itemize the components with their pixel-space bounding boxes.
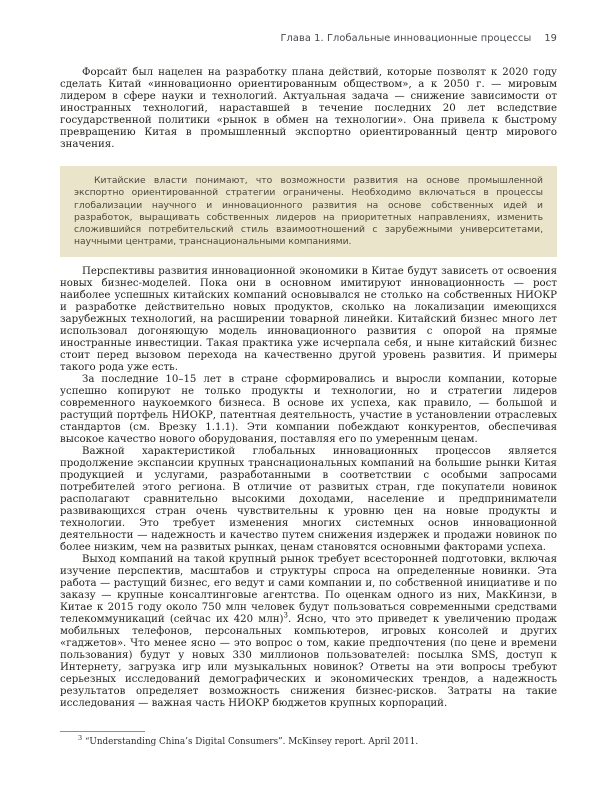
callout-box (60, 166, 557, 257)
footnote-reference-3: 3 (283, 611, 288, 620)
chapter-title: Глава 1. Глобальные инновационные процессы (280, 33, 532, 44)
footnote (60, 734, 557, 748)
footnote-area (60, 731, 557, 748)
running-head (60, 33, 557, 44)
page-number: 19 (544, 33, 557, 44)
footnote-marker: 3 (78, 734, 83, 743)
callout-text: Китайские власти понимают, что возможности развития на основе промышленной экспортно ориентированной стратегии ограничены. Необходимо включаться в процессы глобализации научного и инновационного развития на основе собственных идей и разработок, выращивать собственных лидеров на приоритетных направлениях, изменить сложившийся потребительский стиль взаимоотношений с зарубежными университетами, научными центрами, транснациональными компаниями. (74, 175, 543, 248)
paragraph-market-entry-text: Выход компаний на такой крупный рынок требует всесторонней подготовки, включая изучение перспектив, масштабов и структуры спроса на определенные новинки. Эта работа — растущий бизнес, его ведут и сами компании и, по собственной инициативе и по заказу — крупные консалтинговые агентства. По оценкам одного из них, МакКинзи, в Китае к 2015 году около 750 млн человек будут пользоваться современными средствами телекоммуникаций (сейчас их 420 млн) (60, 553, 557, 625)
paragraph-global-expansion: Важной характеристикой глобальных инновационных процессов является продолжение экспансии крупных транснациональных компаний на большие рынки Китая продукцией и услугами, разработанными в соответствии с особыми запросами потребителей этого региона. В отличие от развитых стран, где покупатели новинок располагают сравнительно высокими доходами, население и предприниматели развивающихся стран очень чувствительны к уровню цен на новые продукты и технологии. Это требует изменения многих системных основ инновационной деятельности — надежность и качество путем снижения издержек и продажи новинок по более низким, чем на развитых рынках, ценам становятся основными факторами успеха. (60, 445, 557, 553)
paragraph-market-entry-continuation: . Ясно, что это приведет к увеличению продаж мобильных телефонов, персональных компьютеров, игровых консолей и других «гаджетов». Что менее ясно — это вопрос о том, какие предпочтения (по цене и времени пользования) будут у новых 330 миллионов пользователей: посылка SMS, доступ к Интернету, загрузка игр или музыкальных новинок? Ответы на эти вопросы требуют серьезных исследований демографических и экономических трендов, а надежность результатов определяет возможность снижения бизнес-рисков. Затраты на такие исследования — важная часть НИОКР бюджетов крупных корпораций. (60, 613, 557, 709)
paragraph-companies-growth: За последние 10–15 лет в стране сформировались и выросли компании, которые успешно копируют не только продукты и технологии, но и стратегии лидеров современного наукоемкого бизнеса. В основе их успеха, как правило, — большой и растущий портфель НИОКР, патентная деятельность, участие в установлении отраслевых стандартов (см. Врезку 1.1.1). Эти компании побеждают конкурентов, обеспечивая высокое качество нового оборудования, поставляя его по умеренным ценам. (60, 373, 557, 445)
paragraph-foresight: Форсайт был нацелен на разработку плана действий, которые позволят к 2020 году сделать Китай «инновационно ориентированным обществом», а к 2050 г. — мировым лидером в сфере науки и технологий. Актуальная задача — снижение зависимости от иностранных технологий, нараставшей в течение последних 20 лет вследствие государственной политики «рынок в обмен на технологии». Она привела к быстрому превращению Китая в промышленный экспортно ориентированный центр мирового значения. (60, 67, 557, 150)
footnote-text: “Understanding China’s Digital Consumers”. McKinsey report. April 2011. (84, 737, 419, 747)
paragraph-market-entry (60, 554, 557, 710)
footnote-rule (60, 731, 145, 732)
paragraph-business-models: Перспективы развития инновационной экономики в Китае будут зависеть от освоения новых бизнес-моделей. Пока они в основном имитируют инновационность — рост наиболее успешных китайских компаний основывался не столько на собственных НИОКР и разработке действительно новых продуктов, сколько на локализации имеющихся зарубежных технологий, на расширении товарной линейки. Китайский бизнес много лет использовал догоняющую модель инновационного развития с опорой на прямые иностранные инвестиции. Такая практика уже исчерпала себя, и ныне китайский бизнес стоит перед вызовом перехода на качественно другой уровень развития. И примеры такого рода уже есть. (60, 265, 557, 373)
